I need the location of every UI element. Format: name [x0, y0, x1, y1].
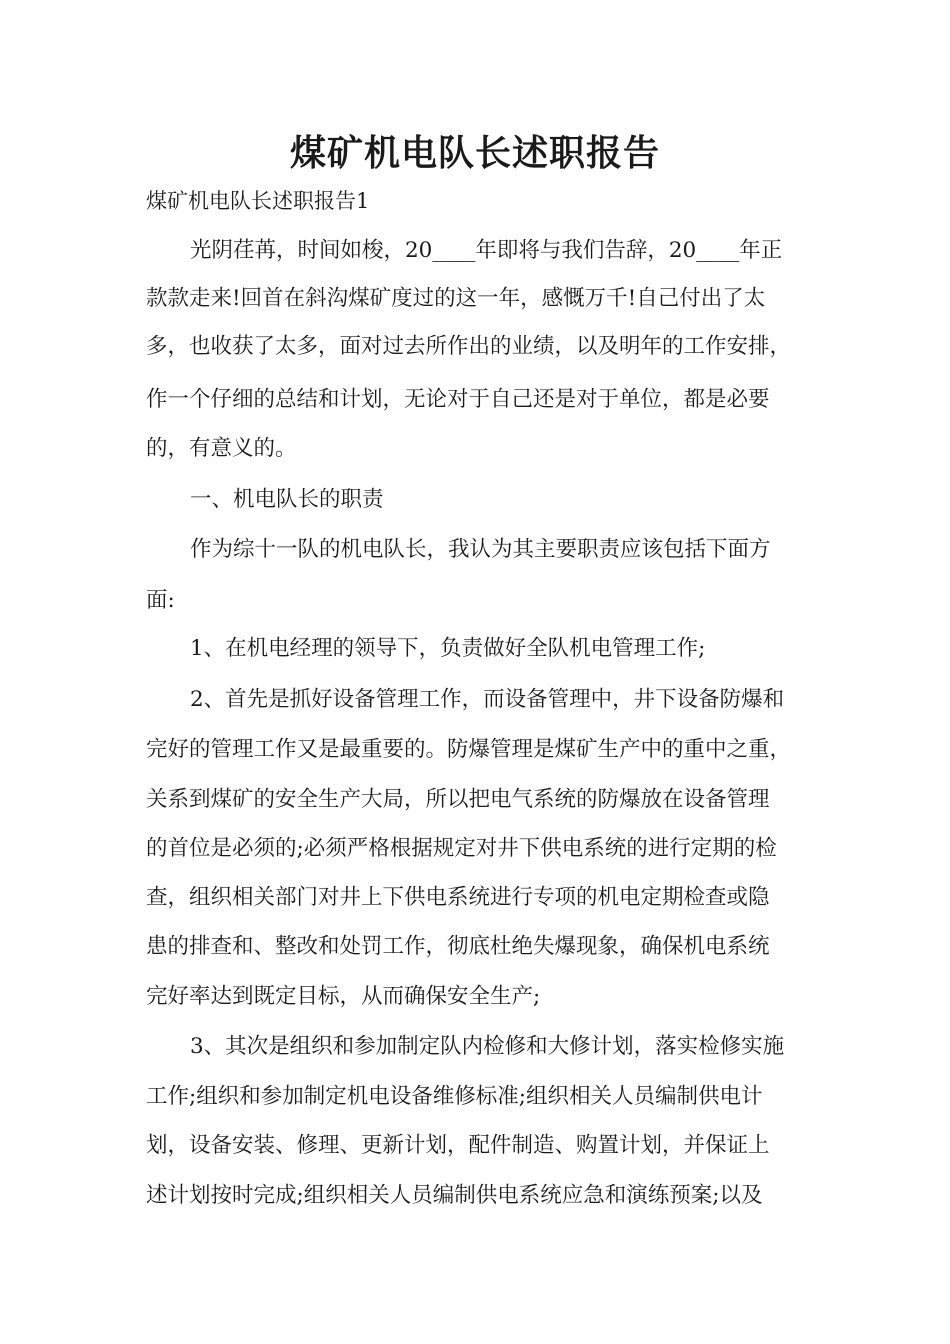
list-item: 3、其次是组织和参加制定队内检修和大修计划，落实检修实施 [190, 1034, 785, 1059]
paragraph-line: 关系到煤矿的安全生产大局，所以把电气系统的防爆放在设备管理 [146, 787, 770, 812]
paragraph-line: 面: [146, 588, 175, 613]
paragraph-line: 光阴荏苒，时间如梭，20____年即将与我们告辞，20____年正 [190, 238, 783, 263]
paragraph-line: 工作;组织和参加制定机电设备维修标准;组织相关人员编制供电计 [146, 1084, 763, 1109]
paragraph-line: 款款走来!回首在斜沟煤矿度过的这一年，感慨万千!自己付出了太 [146, 286, 766, 311]
list-item: 1、在机电经理的领导下，负责做好全队机电管理工作; [190, 636, 706, 661]
paragraph-line: 作一个仔细的总结和计划，无论对于自己还是对于单位，都是必要 [146, 387, 770, 412]
paragraph-line: 查，组织相关部门对井上下供电系统进行专项的机电定期检查或隐 [146, 885, 770, 910]
paragraph-line: 述计划按时完成;组织相关人员编制供电系统应急和演练预案;以及 [146, 1183, 763, 1208]
paragraph-line: 完好的管理工作又是最重要的。防爆管理是煤矿生产中的重中之重， [146, 737, 792, 762]
paragraph-line: 患的排查和、整改和处罚工作，彻底杜绝失爆现象，确保机电系统 [146, 934, 770, 959]
paragraph-line: 的首位是必须的;必须严格根据规定对井下供电系统的进行定期的检 [146, 836, 777, 861]
paragraph-line: 的，有意义的。 [146, 436, 297, 461]
paragraph-line: 作为综十一队的机电队长，我认为其主要职责应该包括下面方 [190, 537, 771, 562]
paragraph-line: 完好率达到既定目标，从而确保安全生产; [146, 984, 541, 1009]
paragraph-line: 多，也收获了太多，面对过去所作出的业绩，以及明年的工作安排， [146, 334, 792, 359]
document-subtitle: 煤矿机电队长述职报告1 [146, 189, 370, 213]
document-title: 煤矿机电队长述职报告 [289, 133, 660, 174]
paragraph-line: 划，设备安装、修理、更新计划，配件制造、购置计划，并保证上 [146, 1133, 770, 1158]
list-item: 2、首先是抓好设备管理工作，而设备管理中，井下设备防爆和 [190, 687, 785, 712]
section-heading: 一、机电队长的职责 [190, 487, 384, 512]
